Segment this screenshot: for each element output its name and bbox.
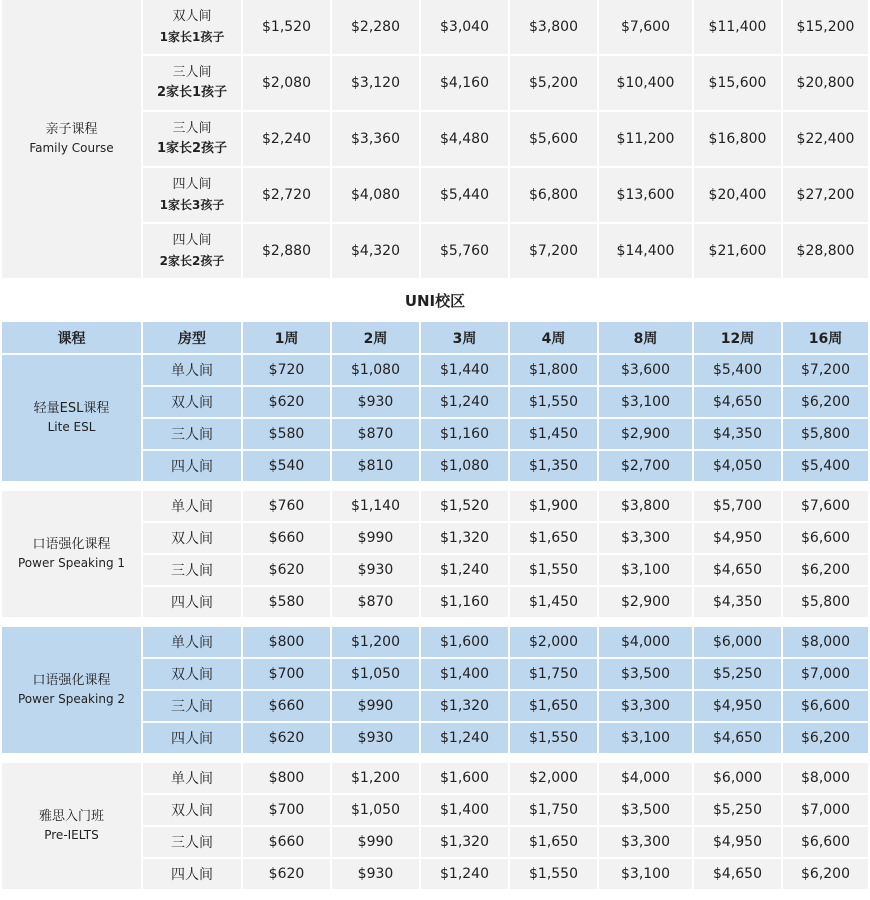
price-cell: $2,000 bbox=[510, 627, 599, 659]
price-cell: $1,550 bbox=[510, 859, 599, 891]
price-cell: $5,600 bbox=[510, 112, 599, 168]
price-cell: $1,320 bbox=[421, 827, 510, 859]
price-cell: $4,650 bbox=[694, 387, 783, 419]
price-cell: $810 bbox=[332, 451, 421, 483]
column-header: 12周 bbox=[694, 322, 783, 355]
price-cell: $1,450 bbox=[510, 419, 599, 451]
course-name-cell bbox=[2, 491, 143, 619]
price-cell: $3,100 bbox=[599, 859, 694, 891]
price-cell: $1,050 bbox=[332, 795, 421, 827]
price-cell: $870 bbox=[332, 419, 421, 451]
price-cell: $11,200 bbox=[599, 112, 694, 168]
price-cell: $5,800 bbox=[783, 587, 868, 619]
price-cell: $6,600 bbox=[783, 691, 868, 723]
price-cell: $1,240 bbox=[421, 859, 510, 891]
column-header: 4周 bbox=[510, 322, 599, 355]
price-cell: $7,000 bbox=[783, 795, 868, 827]
price-cell: $1,400 bbox=[421, 659, 510, 691]
price-cell: $1,750 bbox=[510, 795, 599, 827]
room-type-cell: 三人间 bbox=[143, 555, 243, 587]
price-cell: $1,400 bbox=[421, 795, 510, 827]
table-row bbox=[2, 627, 868, 659]
price-cell: $660 bbox=[243, 523, 332, 555]
price-cell: $3,800 bbox=[510, 0, 599, 56]
price-cell: $1,600 bbox=[421, 627, 510, 659]
price-cell: $720 bbox=[243, 355, 332, 387]
course-name-en: Lite ESL bbox=[47, 420, 96, 434]
room-type-label: 三人间 bbox=[172, 121, 212, 136]
course-name-cn: 口语强化课程 bbox=[32, 673, 111, 688]
room-type-cell: 双人间 bbox=[143, 523, 243, 555]
price-cell: $6,600 bbox=[783, 827, 868, 859]
room-type-label: 三人间 bbox=[172, 65, 212, 80]
column-header: 课程 bbox=[2, 322, 143, 355]
room-type-cell bbox=[143, 112, 243, 168]
course-name-en: Power Speaking 1 bbox=[17, 556, 126, 570]
price-cell: $2,000 bbox=[510, 763, 599, 795]
price-cell: $4,080 bbox=[332, 168, 421, 224]
price-cell: $5,250 bbox=[694, 659, 783, 691]
price-cell: $1,550 bbox=[510, 555, 599, 587]
price-cell: $1,550 bbox=[510, 387, 599, 419]
price-cell: $4,650 bbox=[694, 555, 783, 587]
course-name-en: Pre-IELTS bbox=[44, 828, 99, 842]
price-cell: $1,350 bbox=[510, 451, 599, 483]
room-type-cell: 双人间 bbox=[143, 387, 243, 419]
price-cell: $3,500 bbox=[599, 659, 694, 691]
price-cell: $7,600 bbox=[783, 491, 868, 523]
table-row bbox=[2, 763, 868, 795]
course-name-en: Family Course bbox=[29, 141, 114, 155]
price-cell: $1,650 bbox=[510, 523, 599, 555]
room-type-cell: 四人间 bbox=[143, 723, 243, 755]
price-cell: $3,100 bbox=[599, 555, 694, 587]
occupant-mix-label: 1家长2孩子 bbox=[156, 141, 228, 156]
price-cell: $13,600 bbox=[599, 168, 694, 224]
price-cell: $5,700 bbox=[694, 491, 783, 523]
price-cell: $5,200 bbox=[510, 56, 599, 112]
price-cell: $620 bbox=[243, 387, 332, 419]
course-name-cell bbox=[2, 355, 143, 483]
column-header: 8周 bbox=[599, 322, 694, 355]
price-cell: $1,200 bbox=[332, 627, 421, 659]
course-name-cn: 口语强化课程 bbox=[32, 537, 111, 552]
price-cell: $4,000 bbox=[599, 763, 694, 795]
course-name-cell bbox=[2, 627, 143, 755]
price-cell: $7,200 bbox=[783, 355, 868, 387]
price-cell: $1,600 bbox=[421, 763, 510, 795]
price-cell: $5,800 bbox=[783, 419, 868, 451]
room-type-cell: 单人间 bbox=[143, 491, 243, 523]
room-type-cell: 四人间 bbox=[143, 859, 243, 891]
price-cell: $700 bbox=[243, 795, 332, 827]
price-cell: $28,800 bbox=[783, 224, 868, 280]
price-cell: $1,650 bbox=[510, 827, 599, 859]
table-row bbox=[2, 491, 868, 523]
price-cell: $620 bbox=[243, 859, 332, 891]
price-cell: $1,800 bbox=[510, 355, 599, 387]
price-cell: $4,950 bbox=[694, 691, 783, 723]
price-cell: $21,600 bbox=[694, 224, 783, 280]
price-cell: $1,200 bbox=[332, 763, 421, 795]
occupant-mix-label: 2家长2孩子 bbox=[159, 254, 225, 268]
price-cell: $2,900 bbox=[599, 419, 694, 451]
price-cell: $4,000 bbox=[599, 627, 694, 659]
room-type-cell: 四人间 bbox=[143, 451, 243, 483]
column-header: 2周 bbox=[332, 322, 421, 355]
room-type-label: 四人间 bbox=[172, 233, 212, 248]
price-cell: $760 bbox=[243, 491, 332, 523]
price-cell: $700 bbox=[243, 659, 332, 691]
price-cell: $540 bbox=[243, 451, 332, 483]
family-course-table bbox=[2, 0, 868, 280]
price-cell: $1,080 bbox=[421, 451, 510, 483]
course-name-cell bbox=[2, 0, 143, 280]
room-type-cell: 双人间 bbox=[143, 659, 243, 691]
group-spacer bbox=[2, 755, 868, 763]
price-cell: $1,320 bbox=[421, 523, 510, 555]
price-cell: $930 bbox=[332, 859, 421, 891]
price-cell: $8,000 bbox=[783, 627, 868, 659]
price-cell: $930 bbox=[332, 723, 421, 755]
room-type-cell: 三人间 bbox=[143, 691, 243, 723]
price-cell: $3,100 bbox=[599, 723, 694, 755]
price-cell: $620 bbox=[243, 555, 332, 587]
price-cell: $3,040 bbox=[421, 0, 510, 56]
course-name-cell bbox=[2, 763, 143, 891]
price-cell: $990 bbox=[332, 691, 421, 723]
room-type-cell: 三人间 bbox=[143, 827, 243, 859]
price-cell: $800 bbox=[243, 763, 332, 795]
course-name-cn: 亲子课程 bbox=[45, 122, 98, 137]
room-type-cell: 单人间 bbox=[143, 355, 243, 387]
price-cell: $27,200 bbox=[783, 168, 868, 224]
price-cell: $1,240 bbox=[421, 555, 510, 587]
price-cell: $1,320 bbox=[421, 691, 510, 723]
room-type-cell bbox=[143, 0, 243, 56]
price-cell: $800 bbox=[243, 627, 332, 659]
price-cell: $6,200 bbox=[783, 387, 868, 419]
price-cell: $3,100 bbox=[599, 387, 694, 419]
price-cell: $1,440 bbox=[421, 355, 510, 387]
price-cell: $15,200 bbox=[783, 0, 868, 56]
price-cell: $3,360 bbox=[332, 112, 421, 168]
price-cell: $3,300 bbox=[599, 827, 694, 859]
price-cell: $20,800 bbox=[783, 56, 868, 112]
course-name-en: Power Speaking 2 bbox=[17, 692, 126, 706]
price-cell: $2,900 bbox=[599, 587, 694, 619]
price-cell: $1,520 bbox=[421, 491, 510, 523]
price-cell: $3,120 bbox=[332, 56, 421, 112]
price-cell: $2,080 bbox=[243, 56, 332, 112]
occupant-mix-label: 1家长3孩子 bbox=[159, 198, 225, 212]
price-cell: $14,400 bbox=[599, 224, 694, 280]
price-cell: $1,450 bbox=[510, 587, 599, 619]
price-cell: $4,050 bbox=[694, 451, 783, 483]
occupant-mix-label: 2家长1孩子 bbox=[156, 85, 228, 100]
price-cell: $6,200 bbox=[783, 859, 868, 891]
price-cell: $4,650 bbox=[694, 859, 783, 891]
room-type-cell bbox=[143, 168, 243, 224]
price-cell: $3,800 bbox=[599, 491, 694, 523]
occupant-mix-label: 1家长1孩子 bbox=[159, 30, 225, 44]
column-header: 3周 bbox=[421, 322, 510, 355]
price-cell: $1,140 bbox=[332, 491, 421, 523]
price-cell: $930 bbox=[332, 387, 421, 419]
price-cell: $2,880 bbox=[243, 224, 332, 280]
price-cell: $8,000 bbox=[783, 763, 868, 795]
room-type-label: 四人间 bbox=[172, 177, 212, 192]
price-cell: $15,600 bbox=[694, 56, 783, 112]
price-cell: $4,350 bbox=[694, 419, 783, 451]
room-type-cell: 单人间 bbox=[143, 627, 243, 659]
price-cell: $6,200 bbox=[783, 723, 868, 755]
column-header: 房型 bbox=[143, 322, 243, 355]
price-cell: $1,160 bbox=[421, 587, 510, 619]
price-cell: $2,700 bbox=[599, 451, 694, 483]
price-cell: $2,280 bbox=[332, 0, 421, 56]
price-cell: $4,320 bbox=[332, 224, 421, 280]
price-cell: $1,050 bbox=[332, 659, 421, 691]
price-cell: $870 bbox=[332, 587, 421, 619]
price-cell: $4,950 bbox=[694, 523, 783, 555]
price-cell: $6,200 bbox=[783, 555, 868, 587]
price-cell: $22,400 bbox=[783, 112, 868, 168]
price-cell: $930 bbox=[332, 555, 421, 587]
uni-header-table bbox=[2, 322, 868, 891]
price-cell: $6,000 bbox=[694, 763, 783, 795]
price-cell: $6,600 bbox=[783, 523, 868, 555]
price-cell: $20,400 bbox=[694, 168, 783, 224]
price-cell: $6,800 bbox=[510, 168, 599, 224]
group-spacer bbox=[2, 483, 868, 491]
room-type-cell bbox=[143, 224, 243, 280]
price-cell: $660 bbox=[243, 691, 332, 723]
room-type-cell bbox=[143, 56, 243, 112]
price-cell: $1,240 bbox=[421, 723, 510, 755]
price-cell: $11,400 bbox=[694, 0, 783, 56]
price-cell: $3,600 bbox=[599, 355, 694, 387]
price-cell: $660 bbox=[243, 827, 332, 859]
price-cell: $990 bbox=[332, 523, 421, 555]
room-type-cell: 三人间 bbox=[143, 419, 243, 451]
table-row bbox=[2, 0, 868, 56]
price-cell: $10,400 bbox=[599, 56, 694, 112]
price-cell: $7,000 bbox=[783, 659, 868, 691]
price-cell: $4,950 bbox=[694, 827, 783, 859]
table-row bbox=[2, 355, 868, 387]
price-cell: $1,900 bbox=[510, 491, 599, 523]
price-cell: $620 bbox=[243, 723, 332, 755]
price-cell: $3,300 bbox=[599, 523, 694, 555]
price-cell: $5,760 bbox=[421, 224, 510, 280]
room-type-cell: 单人间 bbox=[143, 763, 243, 795]
price-cell: $5,400 bbox=[694, 355, 783, 387]
price-cell: $580 bbox=[243, 587, 332, 619]
room-type-cell: 四人间 bbox=[143, 587, 243, 619]
price-cell: $6,000 bbox=[694, 627, 783, 659]
column-header: 1周 bbox=[243, 322, 332, 355]
price-cell: $1,240 bbox=[421, 387, 510, 419]
course-name-cn: 轻量ESL课程 bbox=[33, 401, 110, 416]
group-spacer bbox=[2, 619, 868, 627]
price-cell: $1,750 bbox=[510, 659, 599, 691]
price-cell: $4,160 bbox=[421, 56, 510, 112]
price-cell: $16,800 bbox=[694, 112, 783, 168]
price-cell: $1,650 bbox=[510, 691, 599, 723]
price-cell: $5,400 bbox=[783, 451, 868, 483]
price-cell: $2,720 bbox=[243, 168, 332, 224]
course-name-cn: 雅思入门班 bbox=[38, 809, 104, 824]
price-cell: $3,300 bbox=[599, 691, 694, 723]
price-cell: $2,240 bbox=[243, 112, 332, 168]
price-cell: $1,550 bbox=[510, 723, 599, 755]
room-type-cell: 双人间 bbox=[143, 795, 243, 827]
price-cell: $3,500 bbox=[599, 795, 694, 827]
price-cell: $4,350 bbox=[694, 587, 783, 619]
price-cell: $7,200 bbox=[510, 224, 599, 280]
column-header: 16周 bbox=[783, 322, 868, 355]
room-type-label: 双人间 bbox=[172, 9, 212, 24]
price-cell: $1,160 bbox=[421, 419, 510, 451]
price-cell: $4,650 bbox=[694, 723, 783, 755]
price-cell: $4,480 bbox=[421, 112, 510, 168]
header-row bbox=[2, 322, 868, 355]
uni-campus-title: UNI校区 bbox=[404, 292, 466, 310]
price-cell: $1,080 bbox=[332, 355, 421, 387]
price-cell: $5,440 bbox=[421, 168, 510, 224]
price-cell: $580 bbox=[243, 419, 332, 451]
price-cell: $7,600 bbox=[599, 0, 694, 56]
price-cell: $1,520 bbox=[243, 0, 332, 56]
price-cell: $990 bbox=[332, 827, 421, 859]
price-cell: $5,250 bbox=[694, 795, 783, 827]
